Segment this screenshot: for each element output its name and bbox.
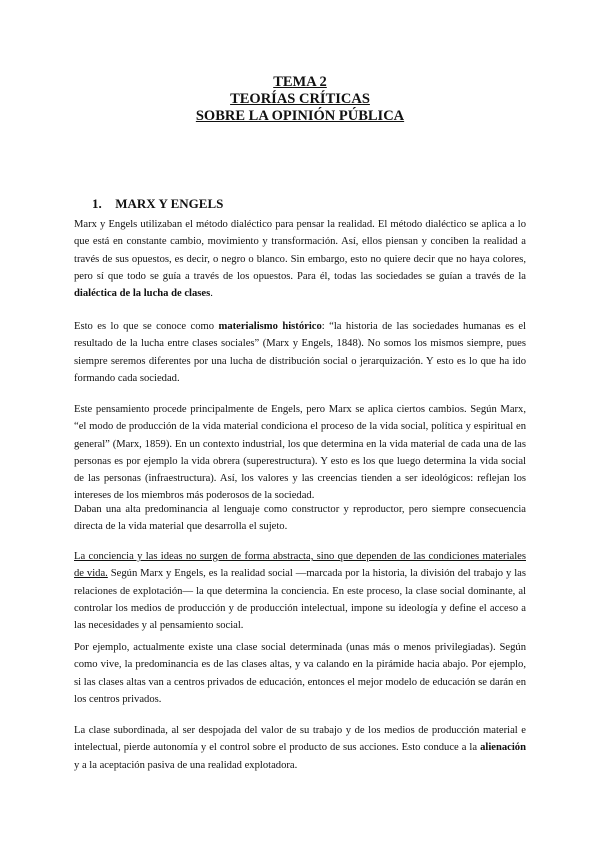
title-line-3: SOBRE LA OPINIÓN PÚBLICA [195, 108, 405, 124]
paragraph-6: Por ejemplo, actualmente existe una clase social determinada (unas más o menos privilegiadas). Según como vive, la predominancia es de las clases altas, y va calando en la pirámide hacia abajo. Por ejemplo, si las clases altas van a centros privados de educación, entonces el mejor modelo de educación se darán en los centros privados. [74, 642, 526, 705]
title-line-1: TEMA 2 [273, 74, 327, 90]
paragraph-1-end: . [210, 288, 213, 300]
paragraph-1 [74, 216, 526, 302]
section-number: 1. [92, 196, 102, 211]
paragraph-3: Este pensamiento procede principalmente de Engels, pero Marx se aplica ciertos cambios. Según Marx, “el modo de producción de la vida material condiciona el proceso de la vida social, política y espiritual en general” (Marx, 1859). En un contexto industrial, los que determina en la vida material de cada una de las personas es por ejemplo la vida obrera (superestructura). Y esto es los que luego determina la vida social de las personas (infraestructura). Así, los valores y las creencias tienden a ser ideológicos: reflejan los intereses de los miembros más poderosos de la sociedad. [74, 404, 526, 502]
paragraph-5-text: Según Marx y Engels, es la realidad social —marcada por la historia, la división del trabajo y las relaciones de explotación— la que determina la conciencia. En este proceso, la clase social dominante, al controlar los medios de producción y de producción intelectual, impone su ideología y define el acceso a las necesidades y al pensamiento social. [74, 568, 526, 632]
paragraph-1-text: Marx y Engels utilizaban el método dialéctico para pensar la realidad. El método dialéctico se aplica a lo que está en constante cambio, movimiento y transformación. Así, ellos piensan y conciben la realidad a través de sus opuestos, es decir, o negro o blanco. Sin embargo, esto no quiere decir que no haya colores, pero sí que todo se guía a través de los opuestos. Para él, todas las sociedades se guían a través de la [74, 219, 526, 282]
paragraph-2-bold: materialismo histórico [218, 321, 322, 332]
paragraph-7 [74, 722, 526, 774]
paragraph-2 [74, 318, 526, 387]
paragraph-4: Daban una alta predominancia al lenguaje como constructor y reproductor, pero siempre consecuencia directa de la vida material que desarrolla el sujeto. [74, 504, 526, 533]
title-line-2: TEORÍAS CRÍTICAS [230, 91, 370, 107]
section-heading [92, 196, 223, 212]
section-title: MARX Y ENGELS [115, 196, 224, 211]
paragraph-2-text: : “la historia de las sociedades humanas es el resultado de la lucha entre clases sociales” (Marx y Engels, 1848). No somos los mismos siempre, pues siempre seremos diferentes por una lucha de distribución social o jerarquización. Y esto es lo que ha ido formando cada sociedad. [74, 321, 526, 384]
paragraph-7-text: La clase subordinada, al ser despojada del valor de su trabajo y de los medios de producción material e intelectual, pierde autonomía y el control sobre el producto de sus acciones. Esto conduce a la [74, 725, 526, 754]
document-title [0, 74, 600, 125]
paragraph-2-start: Esto es lo que se conoce como [74, 321, 219, 332]
paragraph-7-end: y a la aceptación pasiva de una realidad explotadora. [74, 759, 298, 771]
paragraph-1-bold: dialéctica de la lucha de clases [74, 288, 211, 300]
paragraph-5 [74, 548, 526, 634]
paragraph-5-underlined: La conciencia y las ideas no surgen de forma abstracta, sino que dependen de las condiciones materiales de vida. [74, 551, 526, 580]
paragraph-7-bold: alienación [480, 742, 526, 754]
